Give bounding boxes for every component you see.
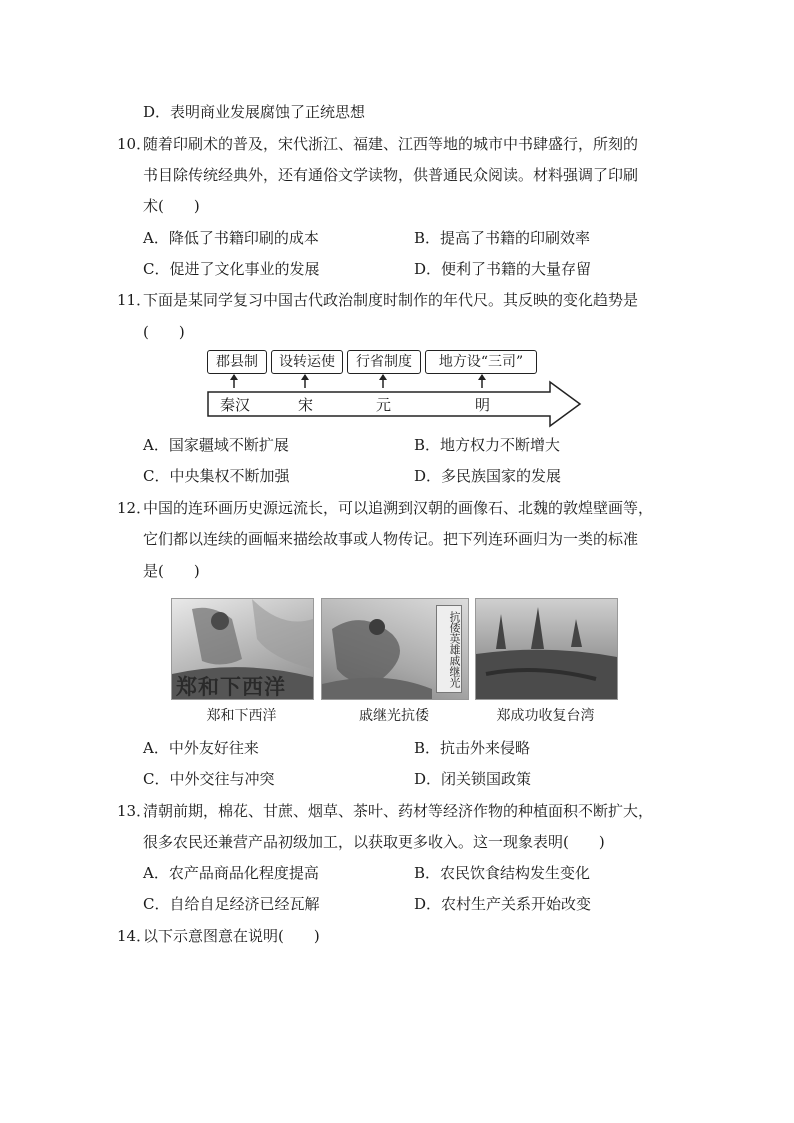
timeline-era-yuan: 元	[376, 396, 392, 414]
timeline-era-ming: 明	[475, 396, 491, 414]
q13-option-a[interactable]: A．农产品商品化程度提高	[143, 864, 319, 882]
q10-stem-line-1: 随着印刷术的普及，宋代浙江、福建、江西等地的城市中书肆盛行，所刻的	[143, 135, 639, 153]
q10-option-d[interactable]: D．便利了书籍的大量存留	[414, 260, 592, 278]
q12-stem-line-3: 是( )	[143, 562, 200, 580]
qijiguang-cover-title: 抗倭英雄戚继光	[436, 605, 462, 693]
comic-zhenghe-caption: 郑和下西洋	[206, 708, 277, 724]
q12-option-c[interactable]: C．中外交往与冲突	[143, 770, 275, 788]
q12-stem-line-2: 它们都以连续的画幅来描绘故事或人物传记。把下列连环画归为一类的标准	[143, 530, 639, 548]
q10-option-a[interactable]: A．降低了书籍印刷的成本	[143, 229, 319, 247]
q11-option-a[interactable]: A．国家疆域不断扩展	[143, 436, 289, 454]
q14-number: 14．	[117, 927, 152, 945]
q12-option-d[interactable]: D．闭关锁国政策	[414, 770, 532, 788]
q13-option-c[interactable]: C．自给自足经济已经瓦解	[143, 895, 320, 913]
q10-stem-line-2: 书目除传统经典外，还有通俗文学读物，供普通民众阅读。材料强调了印刷	[143, 166, 639, 184]
q12-option-a[interactable]: A．中外友好往来	[143, 739, 259, 757]
comic-zhengchenggong-image	[475, 598, 618, 700]
q11-stem-line-2: ( )	[143, 323, 185, 341]
q10-option-c[interactable]: C．促进了文化事业的发展	[143, 260, 320, 278]
q10-stem-line-3: 术( )	[143, 197, 200, 215]
timeline-era-song: 宋	[298, 396, 314, 414]
timeline-box-zhuanyunshi: 设转运使	[271, 350, 343, 374]
zhengchenggong-battle-drawing	[476, 599, 617, 699]
q11-option-c[interactable]: C．中央集权不断加强	[143, 467, 290, 485]
timeline-box-sansi: 地方设“三司”	[425, 350, 537, 374]
q11-number: 11．	[117, 291, 152, 309]
q12-number: 12．	[117, 499, 152, 517]
q14-stem-line-1: 以下示意图意在说明( )	[143, 927, 320, 945]
q13-stem-line-1: 清朝前期，棉花、甘蔗、烟草、茶叶、药材等经济作物的种植面积不断扩大，	[143, 802, 654, 820]
zhenghe-cover-title: 郑和下西洋	[176, 675, 286, 699]
q11-option-b[interactable]: B．地方权力不断增大	[414, 436, 561, 454]
q9-option-d: D．表明商业发展腐蚀了正统思想	[143, 103, 366, 121]
comic-qijiguang-caption: 戚继光抗倭	[359, 708, 429, 724]
q10-option-b[interactable]: B．提高了书籍的印刷效率	[414, 229, 591, 247]
q11-option-d[interactable]: D．多民族国家的发展	[414, 467, 562, 485]
q13-option-b[interactable]: B．农民饮食结构发生变化	[414, 864, 591, 882]
q13-stem-line-2: 很多农民还兼营产品初级加工，以获取更多收入。这一现象表明( )	[143, 833, 605, 851]
q11-stem-line-1: 下面是某同学复习中国古代政治制度时制作的年代尺。其反映的变化趋势是	[143, 291, 639, 309]
comic-qijiguang-image	[321, 598, 469, 700]
q12-option-b[interactable]: B．抗击外来侵略	[414, 739, 531, 757]
timeline-box-junxian: 郡县制	[207, 350, 267, 374]
q13-option-d[interactable]: D．农村生产关系开始改变	[414, 895, 592, 913]
q12-stem-line-1: 中国的连环画历史源远流长，可以追溯到汉朝的画像石、北魏的敦煌壁画等，	[143, 499, 654, 517]
comic-zhenghe-image	[171, 598, 314, 700]
q13-number: 13．	[117, 802, 152, 820]
comic-zhengchenggong-caption: 郑成功收复台湾	[496, 708, 595, 724]
q10-number: 10．	[117, 135, 152, 153]
timeline-era-qinhan: 秦汉	[220, 396, 251, 414]
timeline-arrow	[200, 374, 585, 430]
timeline-box-xingsheng: 行省制度	[347, 350, 421, 374]
